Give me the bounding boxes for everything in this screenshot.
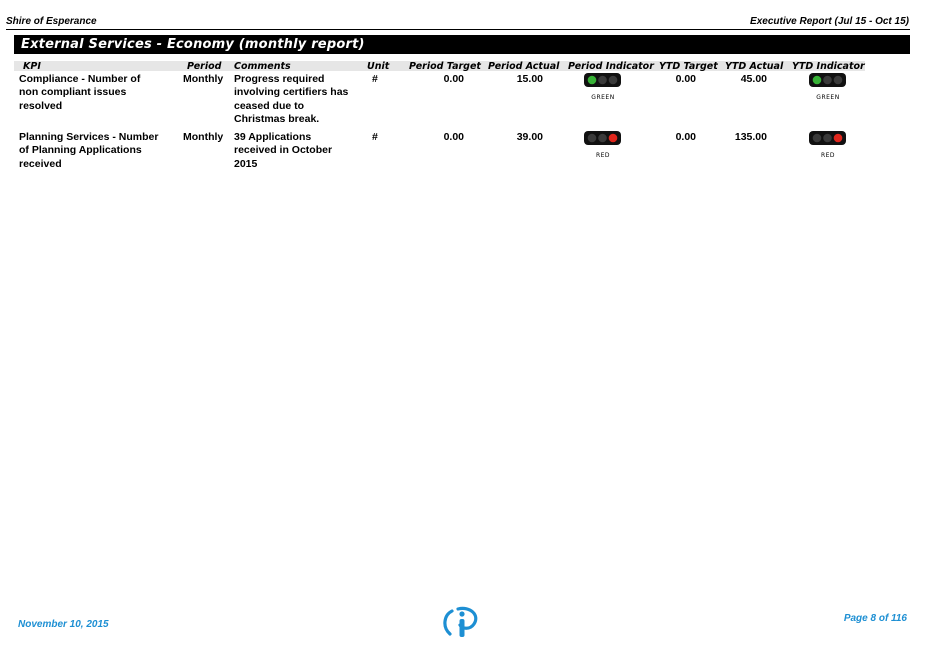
col-ytd-target: YTD Target [659,61,718,72]
kpi-name-line: received [19,157,62,170]
period-target-value: 0.00 [443,131,464,143]
col-period-actual: Period Actual [488,61,560,72]
indicator-status-label: RED [820,152,836,159]
ytd-actual-value: 45.00 [740,73,767,85]
col-unit: Unit [367,61,390,72]
kpi-name [19,73,179,113]
traffic-light-icon [805,130,851,146]
section-title-bar [14,35,910,54]
comment-line: received in October [234,144,333,157]
page-number: Page 8 of 116 [843,613,907,624]
kpi-name-line: resolved [19,99,63,112]
traffic-light-icon [805,72,851,88]
unit-value: # [372,131,378,143]
period-value: Monthly [183,131,224,143]
traffic-light-icon [580,130,626,146]
ytd-actual-value: 135.00 [734,131,767,143]
ytd-target-value: 0.00 [675,131,696,143]
comments [234,73,359,126]
period-actual-value: 15.00 [516,73,543,85]
kpi-name-line: Planning Services - Number [19,131,159,143]
section-title: External Services - Economy (monthly report) [21,37,365,52]
report-date: November 10, 2015 [18,619,109,630]
report-title: Executive Report (Jul 15 - Oct 15) [750,16,909,27]
header-divider [6,29,910,30]
ytd-indicator [805,130,851,159]
ytd-target-value: 0.00 [675,73,696,85]
indicator-status-label: GREEN [591,94,615,101]
comment-line: 39 Applications [234,131,312,143]
info-i-logo-icon [440,605,480,639]
col-ytd-indicator: YTD Indicator [792,61,865,72]
unit-value: # [372,73,378,85]
period-indicator [580,130,626,159]
kpi-name-line: of Planning Applications [19,144,142,157]
col-comments: Comments [234,61,291,72]
col-kpi: KPI [23,61,41,72]
period-value: Monthly [183,73,224,85]
col-period-target: Period Target [409,61,481,72]
traffic-light-icon [580,72,626,88]
organisation-name: Shire of Esperance [6,16,97,27]
period-indicator [580,72,626,101]
comment-line: 2015 [234,157,258,170]
comment-line: Progress required [234,73,325,85]
comment-line: ceased due to [234,99,305,112]
period-target-value: 0.00 [443,73,464,85]
col-period-indicator: Period Indicator [568,61,654,72]
indicator-status-label: GREEN [816,94,840,101]
col-period: Period [187,61,222,72]
period-actual-value: 39.00 [516,131,543,143]
comments [234,131,359,171]
indicator-status-label: RED [595,152,611,159]
ytd-indicator [805,72,851,101]
comment-line: involving certifiers has [234,86,349,99]
kpi-name [19,131,179,171]
kpi-name-line: Compliance - Number of [19,73,141,85]
comment-line: Christmas break. [234,112,320,125]
col-ytd-actual: YTD Actual [725,61,784,72]
kpi-name-line: non compliant issues [19,86,127,99]
